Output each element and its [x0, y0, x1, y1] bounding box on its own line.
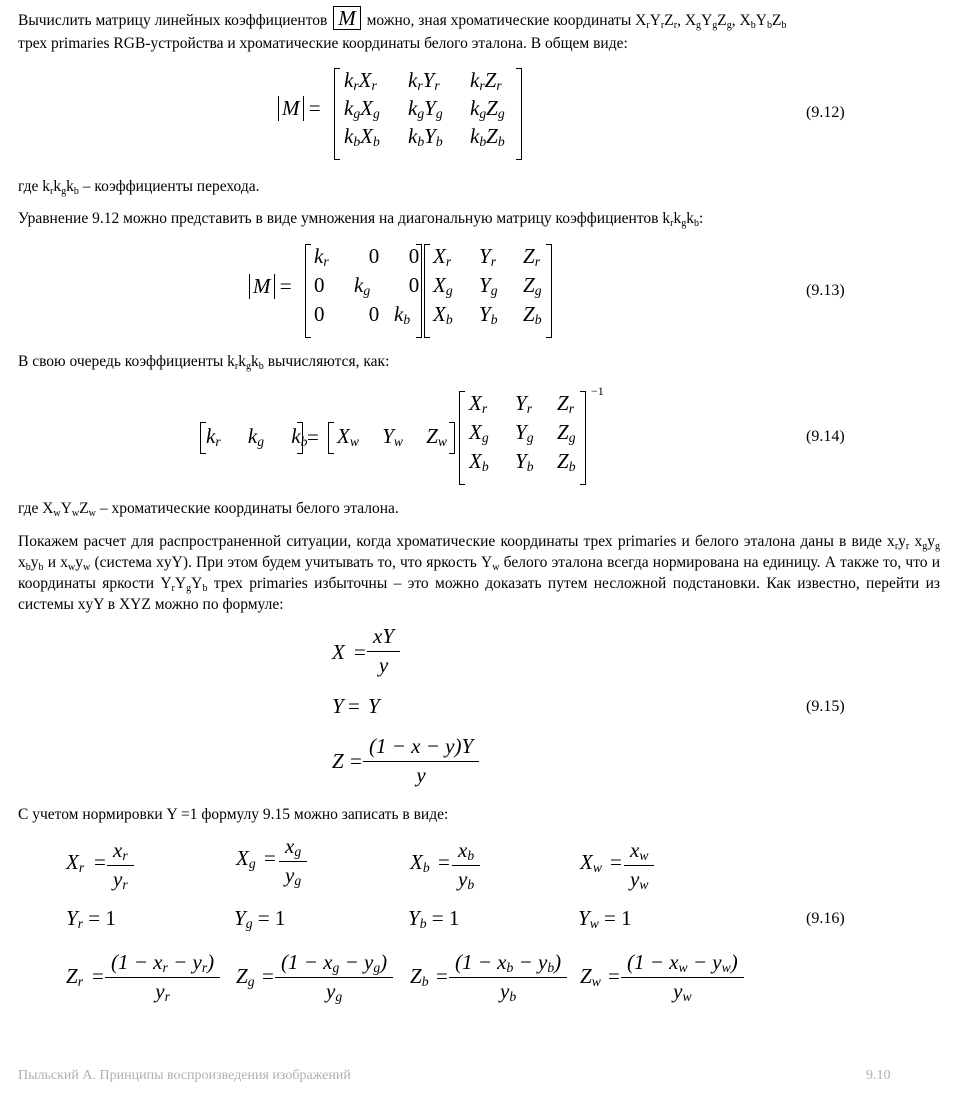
matrix-912: $k_rX_r$ $k_rY_r$ $k_rZ_r$ $k_gX_g$ $k_gY_g$ $k_gZ_g$ $k_bX_b$ $k_bY_b$ $k_bZ_b$	[344, 68, 505, 149]
white-note: где $X_wY_wZ_w$ – хроматические координаты белого эталона.	[18, 500, 399, 519]
eq-number-916: (9.16)	[806, 910, 845, 927]
intro-line-2: трех primaries RGB-устройства и хроматические координаты белого эталона. В общем виде:	[18, 35, 628, 52]
coef-note: где $k_rk_gk_b$ – коэффициенты перехода.	[18, 178, 260, 197]
intro-text-a: Вычислить матрицу линейных коэффициентов	[18, 12, 328, 29]
eq913-intro: Уравнение 9.12 можно представить в виде умножения на диагональную матрицу коэффициентов $k_rk_gk_b$:	[18, 210, 704, 229]
footer-page-number: 9.10	[866, 1068, 891, 1083]
normalization-text: С учетом нормировки Y =1 формулу 9.15 можно записать в виде:	[18, 806, 449, 823]
inverse-exponent: −1	[591, 384, 604, 398]
intro-text-b: можно, зная хроматические координаты X	[366, 12, 647, 29]
eq-number-913: (9.13)	[806, 282, 845, 299]
intro-line-1: Вычислить матрицу линейных коэффициентов M можно, зная хроматические координаты $X_rY_rZ_r$, $X_gY_gZ_g$, $X_bY_bZ_b$	[18, 6, 787, 31]
m-symbol-912: M	[278, 96, 304, 121]
m-symbol-913: M	[249, 274, 275, 299]
xyz-matrix-914: $X_r$ $Y_r$ $Z_r$ $X_g$ $Y_g$ $Z_g$ $X_b$ $Y_b$ $Z_b$	[469, 391, 576, 474]
eq-number-914: (9.14)	[806, 428, 845, 445]
m-bracket-inline: M	[333, 6, 361, 30]
k-vector: $k_r$ $k_g$ $k_b$	[206, 424, 308, 449]
xyz-matrix-913: $X_r$ $Y_r$ $Z_r$ $X_g$ $Y_g$ $Z_g$ $X_b$ $Y_b$ $Z_b$	[433, 244, 542, 327]
eq914-intro: В свою очередь коэффициенты $k_rk_gk_b$ вычисляются, как:	[18, 353, 390, 372]
white-vector: $X_w$ $Y_w$ $Z_w$	[337, 424, 448, 449]
footer-author-title: Пыльский А. Принципы воспроизведения изображений	[18, 1068, 351, 1083]
diag-matrix-913: $k_r$ 0 0 0 $k_g$ 0 0 0 $k_b$	[314, 244, 420, 327]
eq-number-915: (9.15)	[806, 698, 845, 715]
xyY-paragraph: Покажем расчет для распространенной ситуации, когда хроматические координаты трех primaries и белого эталона даны в виде $x_ry_r$ $x_gy_g$ $x_by_b$ и $x_wy_w$ (система xyY). При этом будем учитывать то, что яркость $Y_w$ белого эталона всегда нормирована на единицу. А также то, что и координаты яркости $Y_rY_gY_b$ трех primaries избыточны – это можно доказать путем несложной подстановки. Как известно, перейти из системы xyY в XYZ можно по формуле:	[18, 533, 941, 613]
eq-number-912: (9.12)	[806, 104, 845, 121]
